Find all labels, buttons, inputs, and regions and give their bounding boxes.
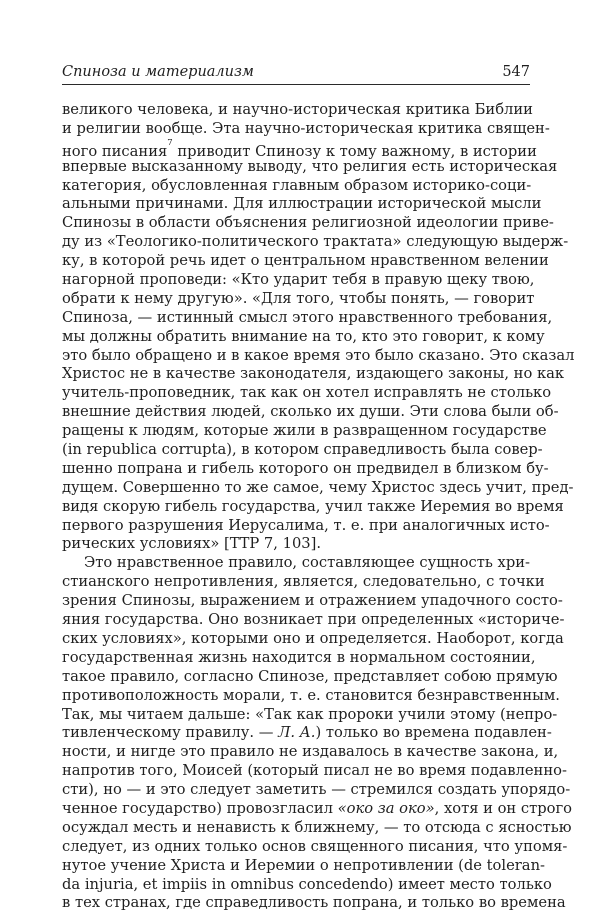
text-line <box>62 799 573 819</box>
footnote-marker: 7 <box>167 137 173 148</box>
text-line: яния государства. Оно возникает при определенных «историче- <box>62 611 565 629</box>
text-line: впервые высказанному выводу, что религия есть историческая <box>62 157 558 175</box>
text-line: в тех странах, где справедливость попрана, и только во времена <box>62 894 566 912</box>
text-line: первого разрушения Иерусалима, т. е. при аналогичных исто- <box>62 516 550 534</box>
text-segment: , хотя и он строго <box>434 799 573 817</box>
text-segment: приводит Спинозу к тому важному, в истории <box>177 142 537 160</box>
text-line: мы должны обратить внимание на то, кто это говорит, к кому <box>62 327 545 345</box>
text-line: напротив того, Моисей (который писал не во время подавленно- <box>62 762 567 780</box>
text-line: такое правило, согласно Спинозе, представляет собою прямую <box>62 667 558 685</box>
text-segment: ченное государство) провозгласил <box>62 799 333 817</box>
page-number: 547 <box>502 64 530 80</box>
text-line: дущем. Совершенно то же самое, чему Христос здесь учит, пред- <box>62 478 574 496</box>
text-line: Спиноза, — истинный смысл этого нравственного требования, <box>62 308 553 326</box>
text-segment: ного писания <box>62 142 168 160</box>
text-line: стианского непротивления, является, следовательно, с точки <box>62 573 545 591</box>
paragraph-first-line: Это нравственное правило, составляющее сущность хри- <box>84 554 530 572</box>
text-line: учитель-проповедник, так как он хотел исправлять не столько <box>62 384 552 402</box>
text-line: великого человека, и научно-историческая критика Библии <box>62 101 533 118</box>
text-line: альными причинами. Для иллюстрации исторической мысли <box>62 195 542 213</box>
text-segment: ) только во времена подавлен- <box>315 724 552 742</box>
running-title: Спиноза и материализм <box>62 64 254 80</box>
text-line: обрати к нему другую». «Для того, чтобы понять, — говорит <box>62 289 535 307</box>
text-line: государственная жизнь находится в нормальном состоянии, <box>62 648 536 666</box>
text-line: ку, в которой речь идет о центральном нравственном велении <box>62 252 549 270</box>
header-rule <box>62 84 530 85</box>
text-line: ности, и нигде это правило не издавалось в качестве закона, и, <box>62 743 559 761</box>
author-initials: Л. А. <box>278 724 316 742</box>
text-line: и религии вообще. Эта научно-историческая критика священ- <box>62 119 550 137</box>
text-line: Так, мы читаем дальше: «Так как пророки учили этому (непро- <box>62 705 558 723</box>
text-line: это было обращено и в какое время это было сказано. Это сказал <box>62 346 575 364</box>
text-line <box>62 137 537 160</box>
text-line: нутое учение Христа и Иеремии о непротивлении (de toleran- <box>62 856 545 874</box>
text-line: категория, обусловленная главным образом историко-соци- <box>62 176 532 194</box>
text-line: Спинозы в области объяснения религиозной идеологии приве- <box>62 214 554 232</box>
text-line: зрения Спинозы, выражением и отражением упадочного состо- <box>62 592 563 610</box>
text-line: противоположность морали, т. е. становится безнравственным. <box>62 686 560 704</box>
text-line <box>62 724 552 743</box>
text-line: da injuria, et impiis in omnibus concedendo) имеет место только <box>62 875 552 893</box>
text-line: рических условиях» [ТТР 7, 103]. <box>62 535 322 553</box>
text-line: шенно попрана и гибель которого он предвидел в близком бу- <box>62 459 549 477</box>
text-line: внешние действия людей, сколько их души. Эти слова были об- <box>62 403 559 421</box>
text-segment: тивленческому правилу. — <box>62 724 274 742</box>
text-line: ду из «Теологико-политического трактата» следующую выдерж- <box>62 233 569 251</box>
italic-quote: «око за око» <box>337 799 435 817</box>
text-line: следует, из одних только основ священного писания, что упомя- <box>62 837 568 855</box>
text-line: видя скорую гибель государства, учил также Иеремия во время <box>62 497 564 515</box>
text-line: ских условиях», которыми оно и определяется. Наоборот, когда <box>62 629 564 647</box>
text-line: осуждал месть и ненависть к ближнему, — то отсюда с ясностью <box>62 818 572 836</box>
text-line: (in republica corrupta), в котором справедливость была совер- <box>62 441 543 459</box>
text-line: ращены к людям, которые жили в развращенном государстве <box>62 422 547 440</box>
text-line: нагорной проповеди: «Кто ударит тебя в правую щеку твою, <box>62 271 535 289</box>
text-line: Христос не в качестве законодателя, издающего законы, но как <box>62 365 565 383</box>
body-text <box>62 101 575 913</box>
running-head <box>62 64 530 84</box>
text-line: сти), но — и это следует заметить — стремился создать упорядо- <box>62 781 571 799</box>
